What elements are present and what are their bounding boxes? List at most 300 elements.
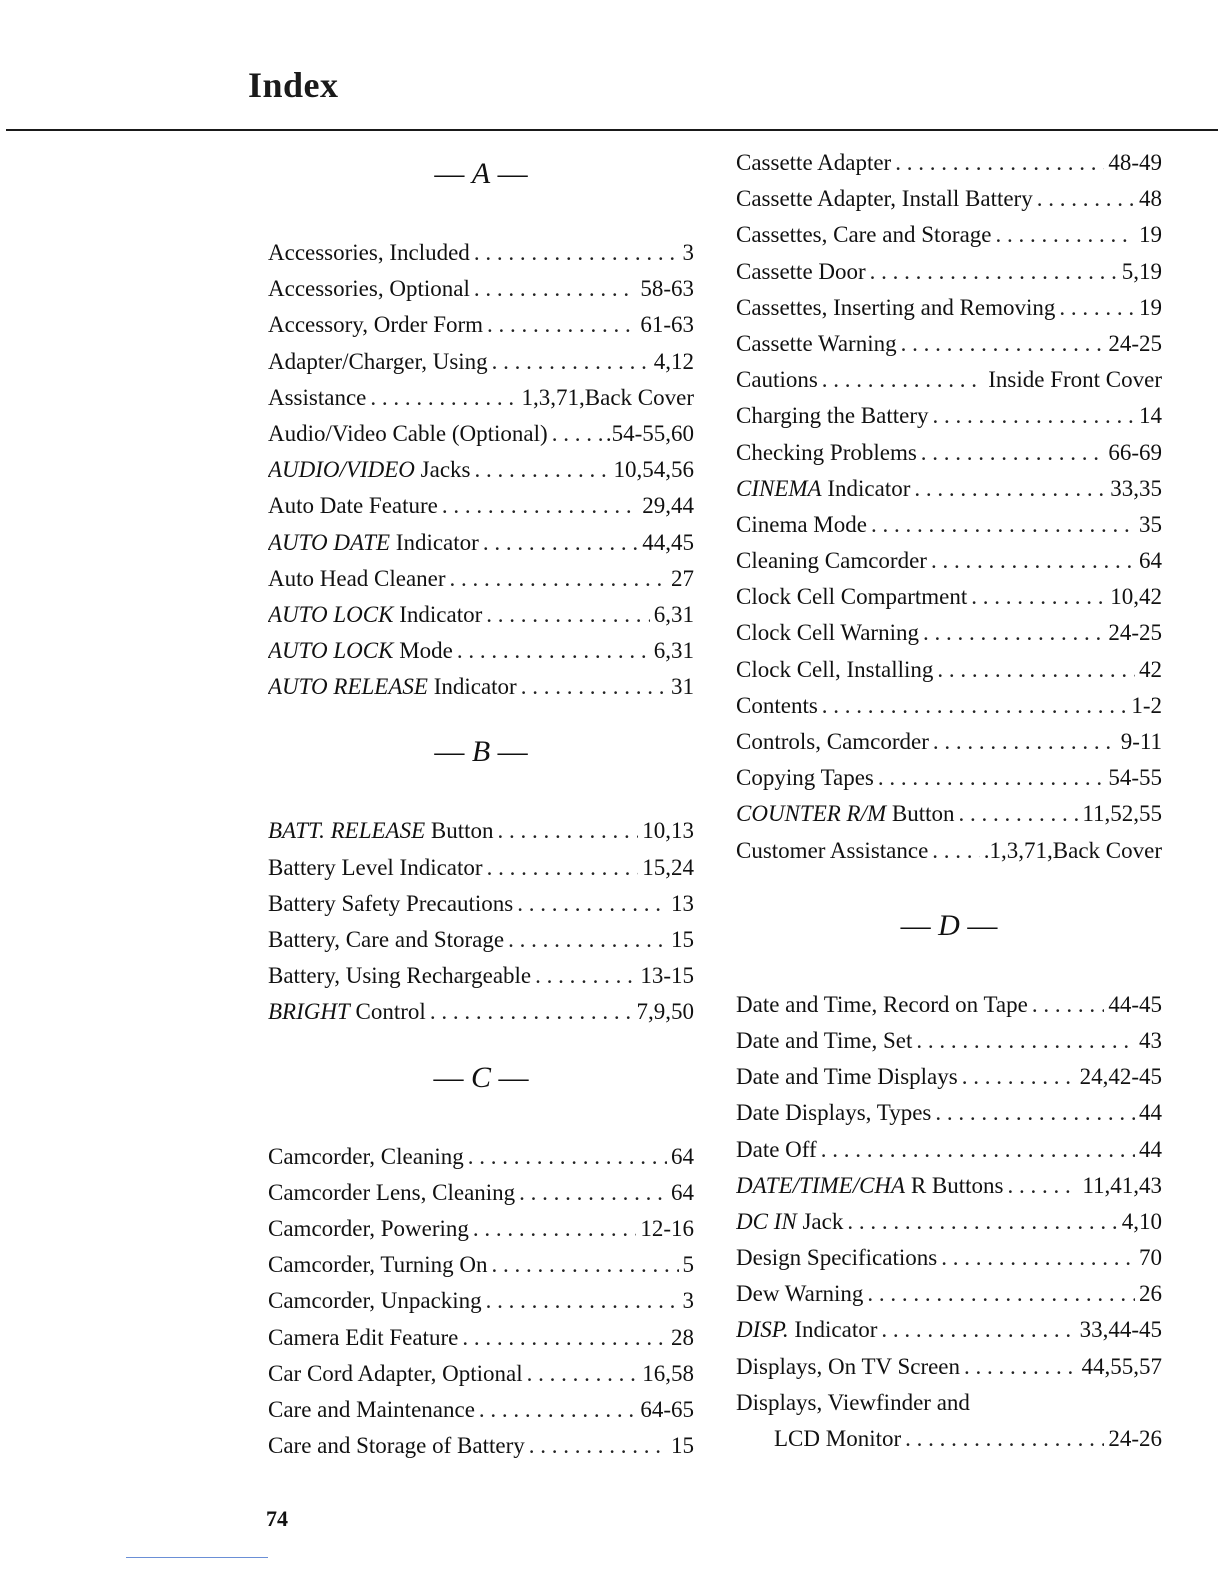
index-term (268, 1397, 475, 1423)
index-term-text: Battery, Care and Storage (268, 927, 505, 952)
index-pages: Inside Front Cover (988, 367, 1162, 393)
index-term (736, 367, 818, 393)
index-term-text: Charging the Battery (736, 403, 929, 429)
index-term (268, 855, 483, 881)
dot-leader (474, 240, 679, 266)
index-term (736, 222, 991, 248)
index-term-italic: AUDIO/VIDEO (268, 457, 415, 483)
index-term (736, 295, 1055, 321)
index-term (736, 657, 933, 683)
index-term (736, 1354, 960, 1380)
index-term-text: Date and Time, Record on Tape (736, 991, 1028, 1017)
index-term (268, 385, 366, 411)
index-pages: 12-16 (640, 1215, 694, 1241)
index-entry (268, 891, 694, 927)
index-term-text: Indicator (794, 1317, 878, 1343)
index-term (736, 186, 1033, 212)
index-term (736, 729, 929, 755)
index-term-italic: AUTO DATE (268, 529, 391, 555)
index-term-text: Cleaning Camcorder (736, 548, 927, 574)
header-rule (6, 129, 1218, 131)
index-entry (736, 1281, 1162, 1317)
index-entry (268, 818, 694, 854)
index-term (736, 801, 955, 827)
index-term-italic: AUTO LOCK (268, 601, 394, 627)
index-entry (736, 1390, 1162, 1426)
index-pages: 3 (682, 240, 694, 265)
index-pages: 44,45 (642, 529, 694, 555)
index-entry (268, 638, 694, 674)
index-term-text: Care and Storage of Battery (268, 1433, 525, 1459)
index-term-text: Date Off (736, 1136, 817, 1162)
index-term (268, 421, 548, 447)
index-term-text: Clock Cell Warning (736, 620, 919, 646)
index-term-text: Checking Problems (736, 439, 917, 465)
index-pages: 5 (682, 1252, 694, 1278)
dot-leader (1032, 992, 1105, 1018)
dot-leader (552, 421, 602, 447)
index-pages: 64 (1139, 548, 1162, 574)
index-entry (268, 1216, 694, 1252)
index-entry (736, 331, 1162, 367)
index-term-text: Jack (802, 1208, 844, 1234)
index-entry (736, 259, 1162, 295)
index-pages: 70 (1139, 1245, 1162, 1271)
index-entry (268, 276, 694, 312)
index-entry (736, 657, 1162, 693)
index-term-text: Button (891, 801, 955, 827)
dot-leader (914, 476, 1106, 502)
index-pages: 43 (1139, 1027, 1162, 1053)
dot-leader (527, 1361, 639, 1387)
index-pages: 33,44-45 (1079, 1317, 1162, 1343)
index-entry (736, 620, 1162, 656)
dot-leader (937, 657, 1135, 683)
index-term-text: Camcorder Lens, Cleaning (268, 1179, 516, 1205)
index-term-italic: AUTO RELEASE (268, 674, 428, 700)
dot-leader (959, 801, 1079, 827)
dot-leader (487, 855, 639, 881)
index-term-italic: DC IN (736, 1208, 797, 1234)
dot-leader (933, 729, 1117, 755)
index-term-text: LCD Monitor (774, 1426, 902, 1451)
index-pages: 44 (1139, 1136, 1162, 1162)
index-pages: 64 (671, 1143, 694, 1169)
index-entry (268, 927, 694, 963)
index-term-text: Indicator (433, 674, 517, 700)
index-entry (268, 530, 694, 566)
index-entry (736, 838, 1162, 874)
index-term-text: Cassette Adapter (736, 150, 892, 175)
dot-leader (822, 367, 984, 393)
dot-leader (457, 638, 650, 664)
index-entry (736, 1354, 1162, 1390)
index-term-text: Copying Tapes (736, 765, 874, 791)
page-number: 74 (266, 1506, 288, 1531)
dot-leader (932, 838, 979, 864)
page-title: Index (248, 65, 339, 105)
index-pages: 44 (1139, 1100, 1162, 1126)
index-term-italic: CINEMA (736, 475, 822, 501)
index-term-text: Care and Maintenance (268, 1396, 475, 1422)
section-heading-dash: — (433, 1060, 471, 1094)
index-entry (268, 312, 694, 348)
index-term-text: Customer Assistance (736, 837, 929, 863)
index-pages: 10,54,56 (613, 457, 694, 483)
index-entry (268, 999, 694, 1035)
index-term (774, 1426, 901, 1452)
index-pages: 26 (1139, 1281, 1162, 1307)
dot-leader (931, 548, 1135, 574)
index-column-right (736, 150, 1162, 1462)
index-term (736, 150, 891, 176)
index-term (736, 620, 919, 646)
index-pages: 9-11 (1120, 729, 1162, 754)
dot-leader (517, 891, 667, 917)
index-term-italic: BATT. RELEASE (268, 818, 426, 844)
index-pages: 44,55,57 (1081, 1353, 1162, 1379)
section-heading-dash: — (491, 1060, 529, 1094)
dot-leader (921, 440, 1105, 466)
index-term-text: Indicator (399, 601, 483, 627)
index-term (736, 476, 910, 502)
index-entry (736, 186, 1162, 222)
index-term (736, 584, 967, 610)
index-entry (736, 584, 1162, 620)
index-pages: 10,42 (1110, 584, 1162, 610)
dot-leader (529, 1433, 667, 1459)
index-entry (736, 693, 1162, 729)
dot-leader (1059, 295, 1135, 321)
index-entry (268, 493, 694, 529)
index-pages: 11,41,43 (1082, 1172, 1162, 1198)
index-entry (736, 222, 1162, 258)
index-term (268, 1288, 482, 1314)
index-entry (268, 1252, 694, 1288)
index-term-text: Car Cord Adapter, Optional (268, 1360, 523, 1386)
index-term (268, 1325, 458, 1351)
index-term (736, 1281, 863, 1307)
index-entry (268, 457, 694, 493)
index-pages: 24-25 (1108, 330, 1162, 356)
index-pages: 42 (1139, 656, 1162, 682)
dot-leader (498, 818, 639, 844)
index-pages: 3 (682, 1288, 694, 1314)
index-term (736, 1064, 958, 1090)
index-term-text: R Buttons (910, 1172, 1004, 1198)
index-pages: 61-63 (640, 312, 694, 338)
index-term (736, 1390, 970, 1416)
dot-leader (450, 566, 667, 592)
dot-leader (941, 1245, 1135, 1271)
index-pages: 29,44 (642, 493, 694, 519)
index-term-text: Camcorder, Turning On (268, 1252, 488, 1278)
dot-leader (821, 1137, 1135, 1163)
index-pages: 13 (671, 890, 694, 916)
index-term-text: Date and Time Displays (736, 1064, 958, 1090)
index-term-text: Button (430, 818, 494, 844)
index-entry (736, 729, 1162, 765)
index-term-text: Contents (736, 692, 818, 718)
section-letter: B (471, 735, 491, 769)
index-term (736, 1245, 937, 1271)
index-term (736, 403, 928, 429)
index-term (268, 1144, 464, 1170)
index-entry (268, 1144, 694, 1180)
dot-leader (370, 385, 517, 411)
index-term (736, 992, 1028, 1018)
index-entry (736, 476, 1162, 512)
dot-leader (462, 1325, 667, 1351)
dot-leader (847, 1209, 1117, 1235)
scan-artifact-line (126, 1557, 268, 1558)
dot-leader (870, 259, 1118, 285)
index-entry (736, 440, 1162, 476)
index-entry (268, 1361, 694, 1397)
index-term (268, 1216, 469, 1242)
index-entry (736, 403, 1162, 439)
index-term-italic: BRIGHT (268, 999, 350, 1025)
index-term (268, 927, 504, 953)
dot-leader (468, 1144, 667, 1170)
dot-leader (508, 927, 667, 953)
index-pages: 54-55 (1108, 765, 1162, 791)
index-term-text: Clock Cell, Installing (736, 656, 934, 682)
index-entry (736, 801, 1162, 837)
section-letter: D (938, 908, 960, 942)
index-term (736, 1209, 843, 1235)
index-term-text: Control (355, 999, 426, 1025)
index-term-text: Dew Warning (736, 1281, 864, 1307)
index-entry (736, 295, 1162, 331)
index-entry (736, 150, 1162, 186)
index-pages: .54-55,60 (605, 420, 694, 446)
dot-leader (923, 620, 1104, 646)
dot-leader (519, 1180, 667, 1206)
index-entry (736, 1426, 1162, 1462)
index-term (268, 963, 531, 989)
index-pages: 6,31 (653, 638, 694, 664)
dot-leader (1037, 186, 1135, 212)
index-entry (736, 1064, 1162, 1100)
index-term-italic: DISP. (736, 1317, 789, 1343)
dot-leader (535, 963, 636, 989)
index-term (736, 331, 897, 357)
index-entry (736, 1173, 1162, 1209)
index-pages: 24-26 (1108, 1426, 1162, 1451)
index-pages: 10,13 (642, 818, 694, 844)
index-term (736, 765, 874, 791)
dot-leader (964, 1354, 1077, 1380)
dot-leader (867, 1281, 1135, 1307)
index-pages: 48-49 (1108, 150, 1162, 175)
index-column-left (268, 150, 694, 1469)
dot-leader (492, 1252, 679, 1278)
dot-leader (932, 403, 1135, 429)
index-pages: 64 (671, 1179, 694, 1205)
index-term (736, 512, 867, 538)
index-term (736, 1317, 877, 1343)
index-entry (736, 548, 1162, 584)
dot-leader (486, 1288, 679, 1314)
section-letter: C (470, 1060, 491, 1094)
dot-leader (881, 1317, 1075, 1343)
index-term-text: Adapter/Charger, Using (268, 348, 488, 374)
index-pages: 24,42-45 (1079, 1064, 1162, 1090)
index-entry (268, 240, 694, 276)
index-pages: 31 (671, 674, 694, 700)
index-term-text: Cassette Adapter, Install Battery (736, 186, 1033, 212)
dot-leader (822, 693, 1128, 719)
index-pages: 64-65 (640, 1396, 694, 1422)
section-heading-dash: — (900, 908, 939, 942)
section-heading-dash: — (490, 157, 528, 190)
section-heading-dash: — (959, 908, 998, 942)
index-pages: 15 (671, 927, 694, 952)
index-term (268, 818, 494, 844)
index-entry (268, 385, 694, 421)
index-term (268, 891, 513, 917)
index-entry (268, 421, 694, 457)
index-pages: 14 (1139, 403, 1162, 429)
index-entry (268, 1288, 694, 1324)
index-pages: 24-25 (1108, 620, 1162, 646)
index-pages: 5,19 (1121, 258, 1162, 284)
index-term (268, 530, 479, 556)
index-pages: 4,10 (1121, 1208, 1162, 1234)
dot-leader (442, 493, 638, 519)
index-term-text: Auto Date Feature (268, 493, 438, 519)
index-term (268, 1252, 488, 1278)
index-term-text: Audio/Video Cable (Optional) (268, 420, 548, 446)
index-term (268, 602, 482, 628)
index-term-text: Accessories, Included (268, 240, 470, 265)
index-term-text: Date Displays, Types (736, 1100, 932, 1126)
index-pages: 4,12 (653, 348, 694, 374)
index-term-text: Cassette Door (736, 258, 866, 284)
index-term (268, 240, 470, 266)
index-term (268, 566, 446, 592)
index-term (268, 1361, 523, 1387)
dot-leader (995, 222, 1135, 248)
index-entry (268, 674, 694, 710)
index-term (736, 838, 928, 864)
dot-leader (935, 1100, 1135, 1126)
index-term-text: Indicator (395, 529, 479, 555)
index-term (736, 1137, 817, 1163)
index-term-text: Camcorder, Unpacking (268, 1288, 482, 1314)
index-pages: 66-69 (1108, 439, 1162, 465)
section-heading-a (268, 150, 694, 240)
index-entry (736, 1028, 1162, 1064)
index-entry (736, 1317, 1162, 1353)
index-entry (736, 992, 1162, 1028)
index-term-italic: DATE/TIME/CHA (736, 1172, 906, 1198)
index-term (736, 259, 866, 285)
index-pages: .1,3,71,Back Cover (983, 837, 1162, 863)
dot-leader (430, 999, 633, 1025)
index-term-text: Cinema Mode (736, 511, 867, 537)
index-term (736, 440, 917, 466)
dot-leader (492, 349, 650, 375)
index-term-text: Battery Safety Precautions (268, 890, 514, 916)
index-term-text: Camera Edit Feature (268, 1324, 459, 1350)
index-term-text: Auto Head Cleaner (268, 565, 446, 591)
index-term-text: Camcorder, Powering (268, 1215, 469, 1241)
index-entry (736, 765, 1162, 801)
index-entry (736, 1245, 1162, 1281)
section-heading-c (268, 1054, 694, 1144)
index-term (268, 1433, 525, 1459)
dot-leader (473, 1216, 636, 1242)
index-term-text: Cassettes, Inserting and Removing (736, 294, 1056, 320)
index-term-text: Battery, Using Rechargeable (268, 963, 532, 989)
index-term-text: Assistance (268, 384, 367, 410)
index-term (268, 349, 488, 375)
index-entry (268, 349, 694, 385)
dot-leader (1008, 1173, 1079, 1199)
dot-leader (479, 1397, 636, 1423)
index-term-italic: AUTO LOCK (268, 638, 394, 664)
dot-leader (487, 312, 636, 338)
index-term (268, 276, 470, 302)
index-term-text: Cautions (736, 367, 818, 393)
index-entry (268, 1433, 694, 1469)
index-term (268, 493, 438, 519)
index-term-text: Battery Level Indicator (268, 854, 483, 880)
section-letter: A (471, 157, 491, 190)
dot-leader (483, 530, 638, 556)
dot-leader (916, 1028, 1135, 1054)
index-term (268, 1180, 515, 1206)
dot-leader (474, 457, 609, 483)
index-pages: 27 (671, 565, 694, 591)
index-pages: 19 (1139, 294, 1162, 320)
index-entry (736, 512, 1162, 548)
index-pages: 58-63 (640, 276, 694, 302)
index-pages: 35 (1139, 511, 1162, 537)
index-term-text: Jacks (420, 457, 471, 483)
index-pages: 48 (1139, 186, 1162, 212)
index-entry (268, 963, 694, 999)
index-term-text: Date and Time, Set (736, 1027, 913, 1053)
index-entry (268, 855, 694, 891)
index-term (268, 999, 426, 1025)
index-term (268, 312, 483, 338)
dot-leader (474, 276, 636, 302)
section-heading-dash: — (434, 735, 472, 769)
index-term-text: Displays, On TV Screen (736, 1353, 961, 1379)
index-term (736, 1100, 931, 1126)
index-entry (736, 367, 1162, 403)
index-entry (736, 1100, 1162, 1136)
index-entry (736, 1137, 1162, 1173)
index-pages: 33,35 (1110, 475, 1162, 501)
index-pages: 6,31 (653, 601, 694, 627)
index-term-text: Cassette Warning (736, 330, 897, 356)
section-heading-b (268, 728, 694, 818)
index-term-text: Clock Cell Compartment (736, 584, 968, 610)
index-entry (736, 1209, 1162, 1245)
index-entry (268, 566, 694, 602)
index-pages: 1,3,71,Back Cover (521, 384, 694, 410)
index-term-text: Controls, Camcorder (736, 729, 929, 754)
index-term-italic: COUNTER R/M (736, 801, 887, 827)
index-term-text: Indicator (827, 475, 911, 501)
dot-leader (962, 1064, 1076, 1090)
dot-leader (895, 150, 1104, 176)
index-term (736, 548, 927, 574)
